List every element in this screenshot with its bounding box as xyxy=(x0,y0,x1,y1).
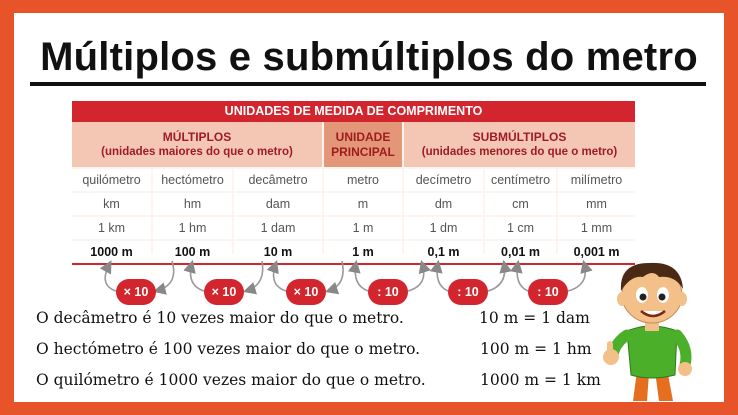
arrow-6-left xyxy=(517,263,528,291)
arrow-1-left xyxy=(105,263,116,291)
cell-symbol-mm: mm xyxy=(558,193,635,215)
group-submultiples-title: SUBMÚLTIPLOS xyxy=(472,129,567,144)
cell-name-mm: milímetro xyxy=(558,169,635,191)
statement-kilometer: O quilómetro é 1000 vezes maior do que o metro. xyxy=(36,371,426,389)
cell-symbol-km: km xyxy=(72,193,151,215)
cell-symbol-cm: cm xyxy=(485,193,556,215)
cell-symbol-hm: hm xyxy=(153,193,232,215)
cell-meters-hm: 100 m xyxy=(153,241,232,263)
cell-one-mm: 1 mm xyxy=(558,217,635,239)
boy-thumbs-up-illustration xyxy=(597,253,707,402)
factor-pill-3: × 10 xyxy=(286,279,326,305)
group-principal-title: UNIDADE xyxy=(335,129,391,144)
statement-hectometer: O hectómetro é 100 vezes maior do que o metro. xyxy=(36,340,421,358)
factor-pill-1: × 10 xyxy=(116,279,156,305)
statement-decameter: O decâmetro é 10 vezes maior do que o metro. xyxy=(36,309,404,327)
group-submultiples-subtitle: (unidades menores do que o metro) xyxy=(421,145,618,158)
cell-one-m: 1 m xyxy=(324,217,402,239)
arrow-3-left xyxy=(274,263,286,291)
arrow-6-right xyxy=(568,263,585,291)
equation-kilometer: 1000 m = 1 km xyxy=(480,371,601,389)
cell-symbol-dam: dam xyxy=(234,193,322,215)
equation-hectometer: 100 m = 1 hm xyxy=(480,340,592,358)
cell-name-cm: centímetro xyxy=(485,169,556,191)
arrow-2-left xyxy=(191,263,205,291)
cell-symbol-m: m xyxy=(324,193,402,215)
cell-meters-mm: 0,001 m xyxy=(558,241,635,263)
cell-name-hm: hectómetro xyxy=(153,169,232,191)
cell-one-dam: 1 dam xyxy=(234,217,322,239)
cell-one-km: 1 km xyxy=(72,217,151,239)
cell-meters-dam: 10 m xyxy=(234,241,322,263)
cell-name-km: quilómetro xyxy=(72,169,151,191)
arrow-4-left xyxy=(355,263,368,291)
arrow-1-right xyxy=(156,261,174,291)
equation-decameter: 10 m = 1 dam xyxy=(479,309,590,327)
cell-one-hm: 1 hm xyxy=(153,217,232,239)
arrow-5-right xyxy=(488,263,505,291)
arrow-5-left xyxy=(437,263,448,291)
cell-name-m: metro xyxy=(324,169,402,191)
cell-one-dm: 1 dm xyxy=(404,217,483,239)
cell-meters-m: 1 m xyxy=(324,241,402,263)
table-header: UNIDADES DE MEDIDA DE COMPRIMENTO xyxy=(72,101,635,122)
cell-meters-km: 1000 m xyxy=(72,241,151,263)
factor-pill-2: × 10 xyxy=(204,279,244,305)
factor-pill-6: : 10 xyxy=(528,279,568,305)
factor-pill-4: : 10 xyxy=(368,279,408,305)
group-multiples-subtitle: (unidades maiores do que o metro) xyxy=(101,145,293,158)
arrow-2-right xyxy=(246,261,263,291)
cell-meters-dm: 0,1 m xyxy=(404,241,483,263)
group-multiples-title: MÚLTIPLOS xyxy=(162,129,232,144)
group-principal-subtitle: PRINCIPAL xyxy=(331,144,395,159)
page-title: Múltiplos e submúltiplos do metro xyxy=(40,35,698,79)
cell-symbol-dm: dm xyxy=(404,193,483,215)
arrow-4-right xyxy=(408,263,424,291)
cell-meters-cm: 0,01 m xyxy=(485,241,556,263)
cell-name-dam: decâmetro xyxy=(234,169,322,191)
cell-one-cm: 1 cm xyxy=(485,217,556,239)
arrow-3-right xyxy=(328,261,343,291)
factor-pill-5: : 10 xyxy=(448,279,488,305)
cell-name-dm: decímetro xyxy=(404,169,483,191)
slide xyxy=(14,13,724,402)
